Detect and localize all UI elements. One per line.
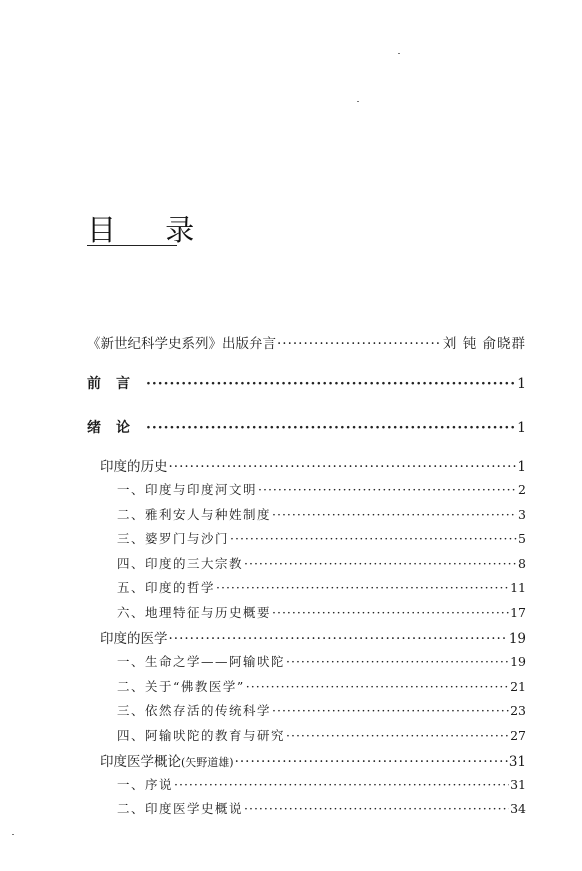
toc-entry-authors: 刘 钝 俞晓群 — [442, 336, 526, 352]
toc-page-number: 11 — [510, 580, 526, 595]
toc-entry-label: 《新世纪科学史系列》出版弁言 — [87, 336, 276, 352]
toc-item[interactable] — [117, 480, 526, 498]
toc-item-label: 四、印度的三大宗教 — [117, 556, 244, 571]
title-underline — [87, 245, 177, 246]
toc-item-label: 四、阿输吠陀的教育与研究 — [117, 728, 286, 743]
dot-leader — [244, 801, 509, 816]
toc-page-number: 31 — [510, 777, 526, 792]
dot-leader — [235, 754, 508, 770]
dot-leader — [246, 679, 509, 694]
toc-item[interactable] — [117, 505, 526, 523]
toc-entry-label: 绪论 — [87, 420, 145, 436]
scan-speck — [398, 53, 400, 54]
dot-leader — [174, 777, 509, 792]
dot-leader — [146, 420, 516, 436]
toc-item[interactable] — [117, 603, 526, 621]
toc-item-label: 三、依然存活的传统科学 — [117, 703, 272, 718]
toc-page-number: 34 — [510, 801, 526, 816]
toc-item[interactable] — [117, 652, 526, 670]
toc-page-number: 19 — [508, 631, 526, 647]
toc-item-label: 一、生命之学——阿输吠陀 — [117, 654, 286, 669]
toc-page-number: 23 — [510, 703, 526, 718]
toc-item[interactable] — [117, 726, 526, 744]
scan-speck — [12, 834, 14, 835]
toc-page-number: 21 — [510, 679, 526, 694]
toc-item-label: 一、序说 — [117, 777, 174, 792]
scan-speck — [357, 101, 359, 102]
toc-section-label: 印度医学概论 — [100, 754, 181, 770]
toc-section-label: 印度的医学 — [100, 631, 168, 647]
dot-leader — [272, 605, 509, 620]
dot-leader — [169, 459, 517, 475]
toc-page-number: 1 — [517, 459, 526, 475]
dot-leader — [216, 580, 509, 595]
toc-page-number: 2 — [518, 482, 526, 497]
toc-item[interactable] — [117, 578, 526, 596]
page-title: 目 录 — [87, 213, 215, 247]
toc-section-author-note: (矢野道雄) — [181, 756, 234, 769]
toc-item[interactable] — [117, 799, 526, 817]
toc-item-label: 一、印度与印度河文明 — [117, 482, 258, 497]
dot-leader — [286, 654, 509, 669]
toc-page-number: 1 — [517, 420, 526, 436]
dot-leader — [230, 531, 517, 546]
toc-section-label: 印度的历史 — [100, 459, 168, 475]
toc-item-label: 二、印度医学史概说 — [117, 801, 244, 816]
dot-leader — [244, 556, 517, 571]
toc-entry-series-foreword[interactable] — [87, 332, 526, 352]
toc-page-number: 3 — [518, 507, 526, 522]
dot-leader — [272, 507, 517, 522]
toc-section-medicine[interactable] — [100, 627, 526, 647]
dot-leader — [146, 376, 516, 392]
toc-entry-label: 前言 — [87, 376, 145, 392]
toc-page-number: 1 — [517, 376, 526, 392]
toc-page-number: 8 — [518, 556, 526, 571]
toc-item-label: 六、地理特征与历史概要 — [117, 605, 272, 620]
dot-leader — [169, 631, 508, 647]
toc-page-number: 19 — [510, 654, 526, 669]
toc-page-number: 27 — [510, 728, 526, 743]
dot-leader — [272, 703, 509, 718]
toc-section-history[interactable] — [100, 455, 526, 475]
toc-item[interactable] — [117, 677, 526, 695]
toc-entry-preface[interactable] — [87, 373, 526, 393]
toc-item[interactable] — [117, 554, 526, 572]
toc-item-label: 五、印度的哲学 — [117, 580, 216, 595]
toc-item-label: 二、关于“佛教医学” — [117, 679, 245, 694]
toc-item[interactable] — [117, 775, 526, 793]
toc-item-label: 二、雅利安人与种姓制度 — [117, 507, 272, 522]
toc-item-label: 三、婆罗门与沙门 — [117, 531, 230, 546]
dot-leader — [277, 336, 442, 352]
toc-item[interactable] — [117, 529, 526, 547]
toc-page-number: 5 — [518, 531, 526, 546]
toc-section-medicine-overview[interactable] — [100, 750, 526, 770]
dot-leader — [258, 482, 517, 497]
dot-leader — [286, 728, 509, 743]
toc-page-number: 31 — [508, 754, 526, 770]
toc-page-number: 17 — [510, 605, 526, 620]
toc-item[interactable] — [117, 701, 526, 719]
toc-entry-introduction[interactable] — [87, 417, 526, 437]
